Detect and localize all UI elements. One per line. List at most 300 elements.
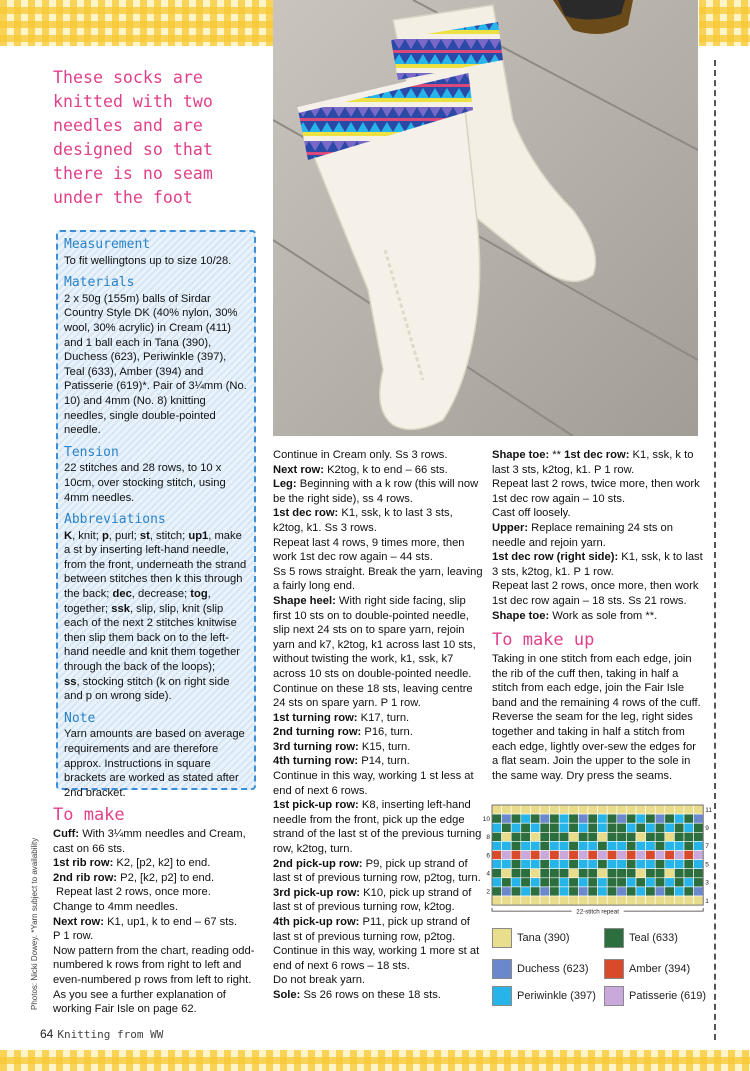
chart-cell [626,896,636,905]
chart-row-label: 7 [705,843,709,851]
chart-cell [569,841,579,850]
chart-cell [511,869,521,878]
chart-cell [530,823,540,832]
chart-cell [617,851,627,860]
instruction-text: P14, turn. [358,755,410,768]
instruction-text: With 3¼mm needles and Cream, cast on 66 sts. [53,828,246,855]
chart-cell [674,805,684,814]
instruction-label: 4th pick-up row: [273,916,360,928]
chart-cell [492,823,502,832]
chart-cell [492,860,502,869]
chart-cell [588,887,598,896]
instruction-text: Beginning with a k row (this will now be the right side), ss 4 rows. [273,478,479,505]
instruction-line [53,944,258,1017]
chart-cell [646,851,656,860]
chart-cell [684,896,694,905]
instruction-line [273,711,483,726]
repeat-label: 22-stitch repeat [576,908,619,916]
instruction-label: Leg: [273,478,297,491]
chart-cell [569,814,579,823]
abbr-term: ss [64,675,77,688]
to-make-up-heading: To make up [492,630,595,650]
page-footer [40,1027,163,1041]
instruction-text: Ss 26 rows on these 18 sts. [300,988,441,1001]
chart-cell [607,832,617,841]
chart-cell [530,887,540,896]
instruction-text: K17, turn. [357,711,410,724]
chart-cell [588,805,598,814]
chart-cell [646,860,656,869]
instruction-line [53,929,258,944]
chart-cell [674,823,684,832]
toe-instructions-column [492,448,705,623]
chart-cell [588,878,598,887]
instruction-line [53,856,258,871]
chart-cell [588,823,598,832]
chart-cell [655,823,665,832]
chart-row-label: 11 [705,806,712,814]
instruction-text: Repeat last 2 rows, once more. [56,886,211,899]
fair-isle-chart [480,800,715,920]
chart-row-label: 6 [486,852,490,860]
chart-cell [578,805,588,814]
chart-cell [492,851,502,860]
instruction-text: K1, ssk, k to last 3 sts, k2tog, k1. P 1 row. [492,449,694,476]
chart-cell [636,851,646,860]
chart-cell [530,860,540,869]
instruction-label: Sole: [273,988,301,1001]
chart-cell [626,823,636,832]
chart-cell [569,878,579,887]
key-item-teal [604,928,678,948]
chart-cell [502,851,512,860]
chart-cell [607,851,617,860]
chart-cell [636,860,646,869]
chart-cell [684,869,694,878]
instruction-label: 2nd rib row: [53,871,118,884]
chart-cell [521,823,531,832]
chart-cell [598,805,608,814]
chart-cell [636,887,646,896]
instruction-text: P9, pick up strand of last st of previous turning row, p2tog, turn. [273,857,481,885]
chart-cell [492,832,502,841]
chart-cell [674,841,684,850]
chart-cell [598,869,608,878]
chart-cell [521,832,531,841]
chart-cell [694,805,704,814]
abbr-def: , knit; [72,529,102,542]
chart-cell [694,851,704,860]
chart-cell [636,832,646,841]
chart-cell [502,887,512,896]
chart-cell [674,887,684,896]
chart-cell [521,814,531,823]
chart-cell [636,896,646,905]
instruction-line [492,521,705,550]
chart-cell [559,851,569,860]
chart-cell [617,878,627,887]
chart-cell [578,887,588,896]
chart-cell [511,851,521,860]
key-label: Patisserie (619) [629,990,707,1002]
chart-cell [511,832,521,841]
chart-cell [646,869,656,878]
instruction-text: Repeat last 2 rows, twice more, then work 1st dec row again – 10 sts. [492,478,700,505]
instruction-label: 3rd turning row: [273,740,359,753]
key-swatch [492,986,512,1006]
chart-row-label: 9 [705,825,709,833]
chart-cell [550,887,560,896]
chart-cell [559,860,569,869]
note-text: Yarn amounts are based on average requirements and are therefore approx. Instructions in square brackets are worked as stated after 2nd bracket. [64,728,245,799]
chart-cell [521,841,531,850]
chart-cell [530,832,540,841]
chart-cell [559,869,569,878]
chart-row-label: 3 [705,879,709,887]
instruction-line [273,769,483,798]
key-item-duchess [492,959,589,979]
chart-cell [550,832,560,841]
chart-cell [502,805,512,814]
chart-row-label: 5 [705,861,709,869]
color-key [492,928,707,1012]
leg-instructions-column [273,448,483,1003]
instruction-text: Replace remaining 24 sts on needle and rejoin yarn. [492,521,673,549]
chart-cell [540,869,550,878]
chart-cell [636,841,646,850]
instruction-text: P16, turn. [361,726,413,739]
chart-cell [578,841,588,850]
key-item-patisserie [604,986,706,1006]
chart-cell [492,869,502,878]
chart-cell [588,896,598,905]
chart-cell [694,832,704,841]
chart-cell [674,878,684,887]
abbr-term: dec [112,588,132,601]
instruction-label: Next row: [273,463,324,476]
chart-cell [540,841,550,850]
instruction-label: 1st dec row: [273,507,339,520]
abbr-term: K [64,529,73,542]
instruction-line [53,871,258,886]
key-label: Periwinkle (397) [517,990,596,1002]
chart-cell [694,896,704,905]
instruction-text: K1, ssk, k to last 3 sts, k2tog, k1. P 1 row. [492,551,703,578]
tension-heading: Tension [64,444,119,460]
chart-cell [598,878,608,887]
chart-cell [684,814,694,823]
chart-cell [626,805,636,814]
chart-cell [598,823,608,832]
chart-cell [550,860,560,869]
chart-cell [665,841,675,850]
instruction-text: K8, inserting left-hand needle from the front, pick up the edge strand of the last st of the previous turning row, k2tog, turn. [273,799,482,856]
chart-cell [636,814,646,823]
chart-cell [588,869,598,878]
key-swatch [492,959,512,979]
chart-cell [550,805,560,814]
chart-cell [607,814,617,823]
instruction-text: K2tog, k to end – 66 sts. [323,463,448,476]
instruction-text: P2, [k2, p2] to end. [117,871,215,884]
gingham-border-top-right [699,0,750,46]
key-item-periwinkle [492,986,596,1006]
instruction-label: 1st rib row: [53,857,114,870]
instruction-text: Repeat last 2 rows, once more, then work 1st dec row again – 18 sts. Ss 21 rows. [492,580,699,607]
instruction-text: ** [549,449,565,461]
chart-cell [598,832,608,841]
chart-cell [655,878,665,887]
chart-cell [607,841,617,850]
instruction-text: With right side facing, slip first 10 sts on to double-pointed needle, slip next 24 sts on to spare yarn, rejoin yarn and k7, k2tog, k1 across last 10 sts, without twisting the work, k1, ssk, k7 across 10 sts on double-pointed needle. Continue on these 18 sts, leaving centre 24 sts on spare yarn. P 1 row. [273,594,476,710]
chart-cell [588,832,598,841]
chart-cell [588,851,598,860]
chart-cell [578,869,588,878]
intro-text: These socks are knitted with two needles and are designed so that there is no seam under the foot [53,68,213,207]
measurement-text: To fit wellingtons up to size 10/28. [64,254,232,267]
chart-cell [626,860,636,869]
chart-cell [617,860,627,869]
instruction-label: 1st pick-up row: [273,799,359,812]
chart-cell [569,823,579,832]
chart-cell [578,860,588,869]
chart-cell [598,887,608,896]
chart-cell [492,878,502,887]
tension-text: 22 stitches and 28 rows, to 10 x 10cm, over stocking stitch, using 4mm needles. [64,462,226,504]
instruction-text: Continue in this way, working 1 st less at end of next 6 rows. [273,770,474,797]
chart-grid [480,800,715,920]
chart-cell [655,832,665,841]
chart-cell [674,860,684,869]
publication-title: Knitting from WW [57,1028,164,1041]
chart-cell [569,887,579,896]
chart-cell [598,814,608,823]
instruction-label: Next row: [53,915,104,928]
chart-cell [684,878,694,887]
chart-cell [521,878,531,887]
chart-cell [665,851,675,860]
abbr-term: up1 [188,529,209,542]
key-swatch [604,986,624,1006]
chart-cell [511,805,521,814]
chart-cell [665,887,675,896]
chart-cell [636,823,646,832]
chart-cell [617,823,627,832]
abbr-term: ssk [111,602,130,615]
instruction-text: Continue in Cream only. Ss 3 rows. [273,449,448,461]
instruction-line [273,740,483,755]
chart-cell [530,851,540,860]
instruction-line [492,579,705,608]
instruction-text: K10, pick up strand of last st of previous turning row, k2tog. [273,886,472,914]
chart-cell [502,814,512,823]
chart-cell [540,887,550,896]
chart-cell [569,851,579,860]
abbreviations-text [64,529,248,704]
chart-cell [569,896,579,905]
chart-cell [521,805,531,814]
chart-cell [636,878,646,887]
chart-cell [694,823,704,832]
chart-cell [694,878,704,887]
chart-cell [511,841,521,850]
instruction-text: P 1 row. [53,930,94,943]
chart-cell [607,878,617,887]
chart-cell [559,832,569,841]
chart-cell [540,896,550,905]
chart-cell [655,887,665,896]
chart-cell [607,896,617,905]
key-item-tana [492,928,570,948]
chart-cell [607,805,617,814]
chart-cell [646,896,656,905]
key-label: Teal (633) [629,932,678,944]
chart-cell [588,841,598,850]
socks-photo [273,0,698,436]
key-label: Amber (394) [629,963,691,975]
chart-cell [655,860,665,869]
instruction-line [273,886,483,915]
chart-cell [674,832,684,841]
instruction-label: 3rd pick-up row: [273,886,361,899]
chart-cell [617,814,627,823]
abbr-def: , make a st by inserting left-hand needle, from the front, underneath the strand between stitches then k this through the back; [64,529,247,601]
chart-cell [665,860,675,869]
abbr-term: tog [190,588,208,601]
instruction-line [273,798,483,856]
chart-cell [646,841,656,850]
instruction-line [492,448,705,477]
chart-cell [521,851,531,860]
chart-cell [502,896,512,905]
instruction-text: K2, [p2, k2] to end. [113,857,211,870]
key-label: Duchess (623) [517,963,589,975]
instruction-line [492,609,705,624]
chart-cell [607,823,617,832]
gingham-border-bottom [0,1050,750,1071]
chart-cell [540,823,550,832]
chart-cell [569,860,579,869]
chart-cell [569,805,579,814]
abbr-term: p [101,529,109,542]
chart-cell [665,869,675,878]
chart-cell [674,869,684,878]
chart-cell [502,832,512,841]
instruction-label: 4th turning row: [273,755,359,768]
chart-cell [540,860,550,869]
instruction-text: Ss 5 rows straight. Break the yarn, leaving a fairly long end. [273,565,483,593]
measurement-heading: Measurement [64,237,151,252]
chart-cell [617,841,627,850]
chart-cell [569,832,579,841]
chart-cell [694,841,704,850]
chart-cell [578,814,588,823]
chart-cell [694,869,704,878]
chart-cell [694,860,704,869]
instruction-label: 2nd pick-up row: [273,857,363,870]
abbr-def: , purl; [108,529,140,542]
chart-cell [626,832,636,841]
to-make-column [53,805,258,1017]
instruction-label: Shape toe: [492,609,550,622]
chart-row-label: 10 [482,815,490,823]
instruction-text: Cast off loosely. [492,507,571,520]
chart-cell [540,805,550,814]
abbr-def: , stitch; [149,529,189,542]
chart-cell [502,860,512,869]
chart-row-label: 8 [486,834,490,842]
chart-cell [521,896,531,905]
chart-cell [492,814,502,823]
chart-cell [521,887,531,896]
chart-cell [492,896,502,905]
instruction-text: Repeat last 4 rows, 9 times more, then work 1st dec row again – 44 sts. [273,536,465,564]
chart-cell [646,814,656,823]
info-sidebar [56,230,256,799]
chart-cell [626,841,636,850]
chart-cell [646,832,656,841]
instruction-label: Upper: [492,521,529,534]
chart-cell [626,814,636,823]
chart-cell [492,841,502,850]
chart-cell [617,896,627,905]
instruction-line [273,725,483,740]
instruction-line [53,827,258,856]
chart-cell [684,805,694,814]
instruction-label: Cuff: [53,828,80,840]
instruction-line [273,988,483,1003]
chart-cell [502,823,512,832]
instruction-line [273,754,483,769]
chart-cell [665,823,675,832]
chart-cell [626,878,636,887]
chart-cell [598,896,608,905]
chart-cell [521,869,531,878]
instruction-text: Work as sole from **. [549,609,658,622]
chart-cell [578,896,588,905]
chart-cell [511,814,521,823]
instruction-line [273,973,483,988]
chart-cell [617,805,627,814]
chart-cell [598,860,608,869]
key-swatch [604,928,624,948]
chart-cell [578,851,588,860]
chart-cell [674,851,684,860]
chart-cell [540,878,550,887]
chart-cell [588,860,598,869]
instruction-line [53,900,258,915]
instruction-line [492,477,705,506]
chart-cell [530,805,540,814]
materials-text: 2 x 50g (155m) balls of Sirdar Country Style DK (40% nylon, 30% wool, 30% acrylic) in Cream (411) and 1 ball each in Tana (390), Duchess (623), Periwinkle (397), Teal (633), Amber (394) and Patisserie (619)*. Pair of 3¼mm (No. 10) and 4mm (No. 8) knitting needles, single double-pointed needle. [64,292,247,437]
instruction-label: Shape heel: [273,594,336,607]
chart-cell [530,869,540,878]
chart-cell [607,887,617,896]
chart-cell [530,896,540,905]
chart-row-label: 1 [705,897,709,905]
chart-cell [559,823,569,832]
chart-cell [559,814,569,823]
chart-cell [550,823,560,832]
chart-cell [578,823,588,832]
chart-cell [569,869,579,878]
chart-cell [502,878,512,887]
chart-cell [511,887,521,896]
chart-cell [626,869,636,878]
chart-cell [655,841,665,850]
to-make-heading: To make [53,805,125,825]
chart-cell [694,887,704,896]
